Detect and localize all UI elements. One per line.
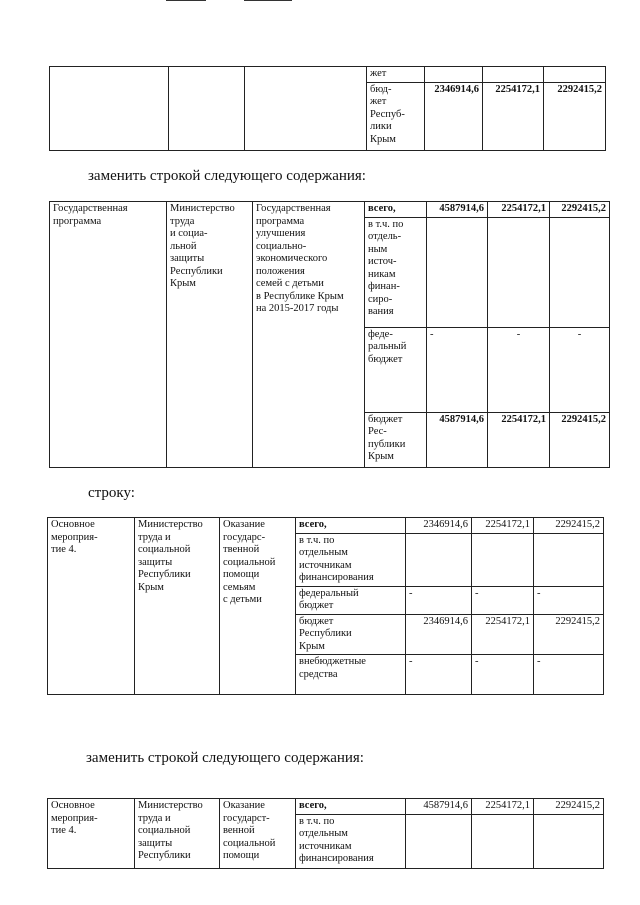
cell-empty bbox=[472, 533, 534, 586]
replace-heading-2: заменить строкой следующего содержания: bbox=[86, 750, 364, 766]
row-label: жет bbox=[367, 67, 425, 83]
row-label: в т.ч. по отдельным источникам финансирования bbox=[296, 814, 406, 868]
value-2017: 2292415,2 bbox=[544, 82, 606, 150]
top-scan-line-left bbox=[166, 0, 206, 1]
value-2017: - bbox=[534, 655, 604, 695]
value-2015: 2346914,6 bbox=[406, 614, 472, 655]
row-label: феде- ральный бюджет bbox=[365, 327, 427, 412]
cell-empty bbox=[406, 814, 472, 868]
replace-heading-1: заменить строкой следующего содержания: bbox=[88, 168, 366, 184]
value-2016: 2254172,1 bbox=[488, 412, 550, 467]
value-2016: 2254172,1 bbox=[472, 799, 534, 815]
cell-empty bbox=[406, 533, 472, 586]
cell-empty bbox=[534, 814, 604, 868]
cell-empty bbox=[483, 67, 544, 83]
cell-empty bbox=[245, 67, 367, 83]
table-continued bbox=[49, 66, 606, 151]
value-2016: 2254172,1 bbox=[472, 614, 534, 655]
table-state-program bbox=[49, 201, 610, 468]
value-2016: 2254172,1 bbox=[472, 518, 534, 534]
value-2015: - bbox=[406, 655, 472, 695]
value-2015: 4587914,6 bbox=[406, 799, 472, 815]
value-2017: 2292415,2 bbox=[534, 518, 604, 534]
measure-name: Оказание государс- твенной социальной помощи семьям с детьми bbox=[220, 518, 296, 695]
program-type: Государственная программа bbox=[50, 202, 167, 468]
cell-empty bbox=[472, 814, 534, 868]
executor: Министерство труда и социа- льной защиты Республики Крым bbox=[167, 202, 253, 468]
program-name: Государственная программа улучшения социально- экономического положения семей с детьми в Республике Крым на 2015-2017 годы bbox=[253, 202, 365, 468]
value-2015: 4587914,6 bbox=[427, 412, 488, 467]
value-2017: 2292415,2 bbox=[534, 799, 604, 815]
cell-empty bbox=[50, 67, 169, 83]
row-label: в т.ч. по отдель- ным источ- никам финан- сиро- вания bbox=[365, 217, 427, 327]
value-2017: - bbox=[534, 586, 604, 614]
row-label: бюджет Рес- публики Крым bbox=[365, 412, 427, 467]
value-2017: 2292415,2 bbox=[534, 614, 604, 655]
value-2016: - bbox=[472, 655, 534, 695]
executor: Министерство труда и социальной защиты Республики bbox=[135, 799, 220, 869]
value-2016: - bbox=[472, 586, 534, 614]
cell-empty bbox=[488, 217, 550, 327]
value-2017: 2292415,2 bbox=[550, 412, 610, 467]
value-2017: - bbox=[550, 327, 610, 412]
measure-name: Оказание государст- венной социальной помощи bbox=[220, 799, 296, 869]
row-label: бюджет Республики Крым bbox=[296, 614, 406, 655]
row-label: всего, bbox=[296, 518, 406, 534]
value-2015: 2346914,6 bbox=[406, 518, 472, 534]
top-scan-line-right bbox=[244, 0, 292, 1]
value-2016: 2254172,1 bbox=[483, 82, 544, 150]
value-2016: - bbox=[488, 327, 550, 412]
cell-empty bbox=[427, 217, 488, 327]
row-label: федеральный бюджет bbox=[296, 586, 406, 614]
cell-empty bbox=[550, 217, 610, 327]
row-label: всего, bbox=[365, 202, 427, 218]
table-row bbox=[48, 799, 604, 815]
table-row bbox=[50, 82, 606, 150]
table-row bbox=[50, 67, 606, 83]
value-2017: 2292415,2 bbox=[550, 202, 610, 218]
table-main-measure-new bbox=[47, 798, 604, 869]
line-heading: строку: bbox=[88, 485, 135, 501]
measure-type: Основное мероприя- тие 4. bbox=[48, 799, 135, 869]
row-label: внебюджетные средства bbox=[296, 655, 406, 695]
cell-empty bbox=[50, 82, 169, 150]
cell-empty bbox=[544, 67, 606, 83]
row-label: в т.ч. по отдельным источникам финансирования bbox=[296, 533, 406, 586]
row-label: бюд- жет Респуб- лики Крым bbox=[367, 82, 425, 150]
cell-empty bbox=[425, 67, 483, 83]
executor: Министерство труда и социальной защиты Республики Крым bbox=[135, 518, 220, 695]
value-2015: - bbox=[427, 327, 488, 412]
cell-empty bbox=[245, 82, 367, 150]
value-2015: 2346914,6 bbox=[425, 82, 483, 150]
row-label: всего, bbox=[296, 799, 406, 815]
table-row bbox=[50, 202, 610, 218]
value-2016: 2254172,1 bbox=[488, 202, 550, 218]
value-2015: 4587914,6 bbox=[427, 202, 488, 218]
table-row bbox=[48, 518, 604, 534]
cell-empty bbox=[169, 82, 245, 150]
table-main-measure-old bbox=[47, 517, 604, 695]
measure-type: Основное мероприя- тие 4. bbox=[48, 518, 135, 695]
cell-empty bbox=[534, 533, 604, 586]
cell-empty bbox=[169, 67, 245, 83]
value-2015: - bbox=[406, 586, 472, 614]
